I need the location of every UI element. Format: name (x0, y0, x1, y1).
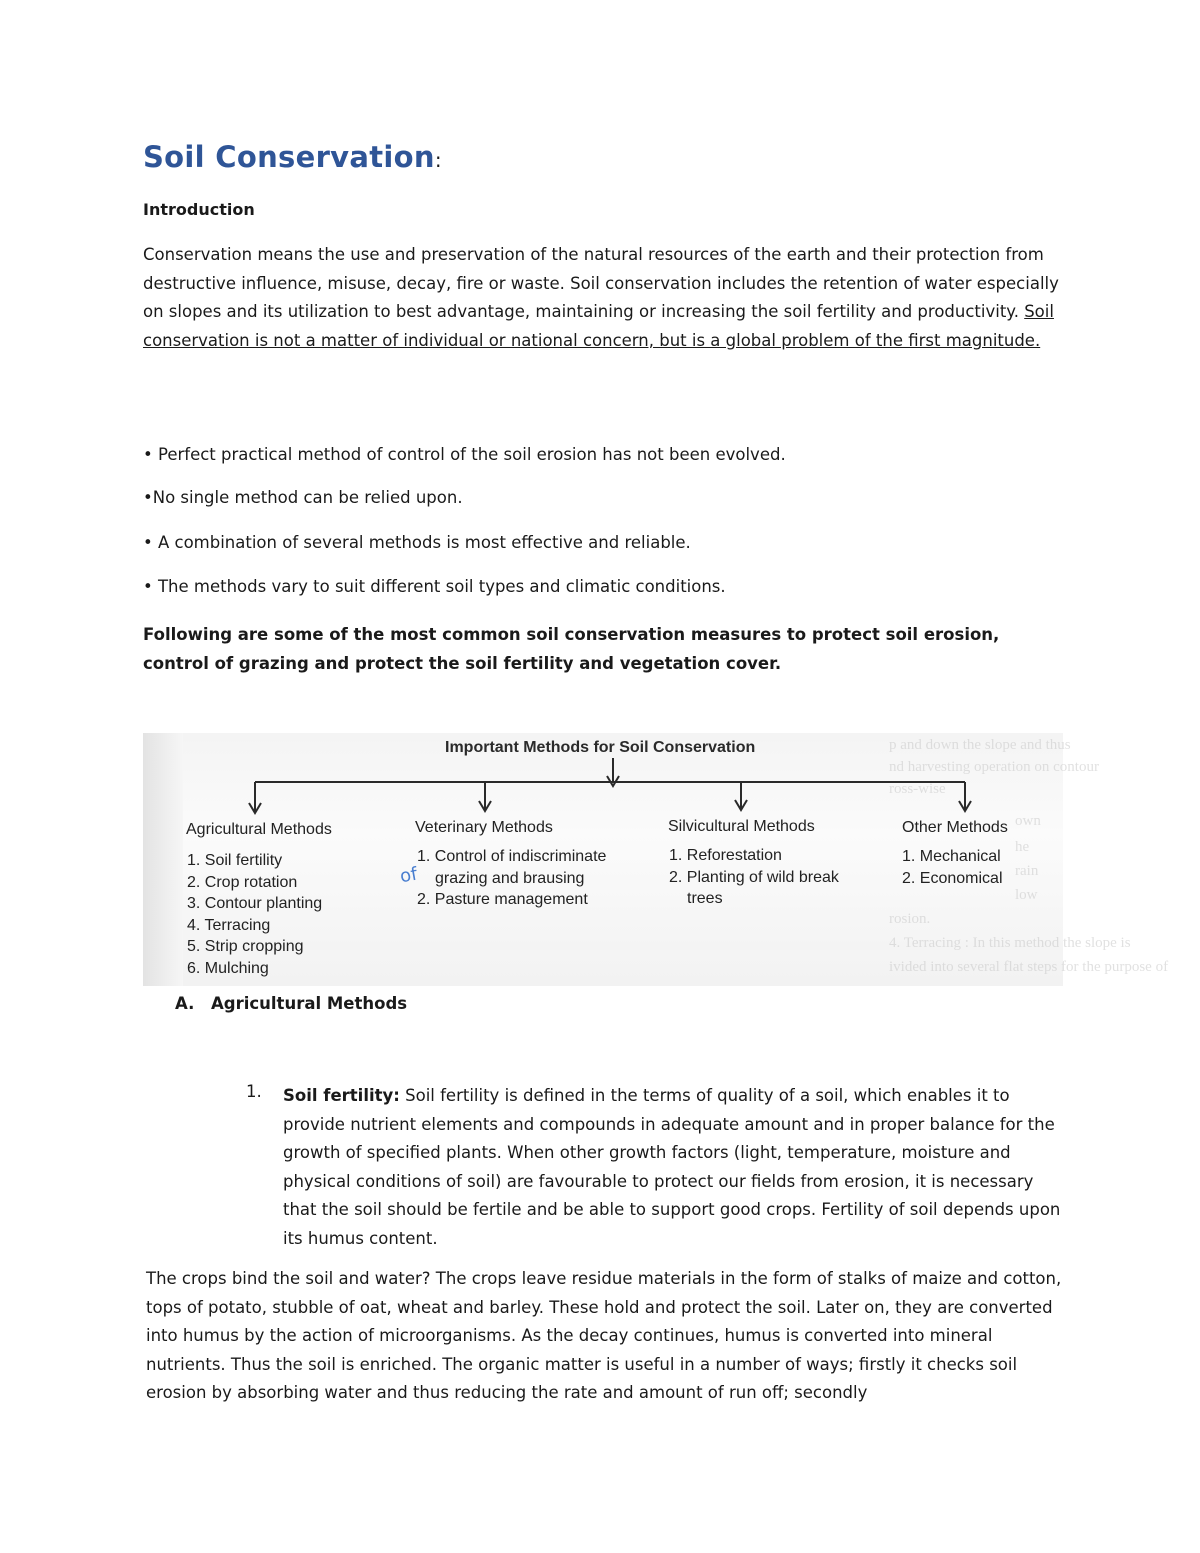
list-item: 4. Terracing (187, 916, 271, 934)
bleed-line-7: low (1015, 887, 1038, 903)
bleed-line-2: nd harvesting operation on contour (889, 759, 1099, 775)
bullet-item-2: •No single method can be relied upon. (143, 488, 463, 507)
list-item: 2. Crop rotation (187, 873, 298, 891)
diagram-title: Important Methods for Soil Conservation (445, 739, 756, 756)
bullet-item-1: • Perfect practical method of control of the soil erosion has not been evolved. (143, 445, 786, 464)
list-item: grazing and brausing (435, 869, 585, 887)
column-list-agricultural (187, 850, 322, 979)
bleed-line-1: p and down the slope and thus (889, 737, 1071, 753)
list-item: 2. Economical (902, 869, 1003, 887)
item-body (283, 1082, 1063, 1254)
column-heading-other: Other Methods (902, 819, 1008, 836)
column-list-silvicultural (669, 845, 839, 910)
list-item: 2. Pasture management (417, 891, 588, 908)
section-a-letter: A. (175, 994, 195, 1013)
bleed-line-10: ivided into several flat steps for the purpose of (889, 959, 1169, 975)
annotation-mark-of: of (398, 863, 420, 888)
item-number: 1. (246, 1082, 262, 1101)
bleed-line-4: own (1015, 813, 1041, 829)
list-item: 1. Control of indiscriminate (417, 848, 607, 865)
list-item: trees (687, 890, 723, 907)
list-item: 6. Mulching (187, 959, 269, 977)
item-text: Soil fertility is defined in the terms of quality of a soil, which enables it to provide nutrient elements and compounds in adequate amount and in proper balance for the growth of specified plants. When other growth factors (light, temperature, moisture and physical conditions of soil) are favourable to protect our fields from erosion, it is necessary that the soil should be fertile and be able to support good crops. Fertility of soil depends upon its humus content. (283, 1086, 1061, 1248)
column-heading-veterinary: Veterinary Methods (415, 819, 553, 836)
list-item: 1. Reforestation (669, 847, 782, 864)
title-text: Soil Conservation (143, 140, 435, 174)
item-term: Soil fertility: (283, 1086, 400, 1105)
list-item: 1. Soil fertility (187, 852, 283, 869)
bleed-line-6: rain (1015, 863, 1039, 879)
intro-underlined-text: Soil conservation is not a matter of individual or national concern, but is a global problem of the first magnitude. (143, 302, 1054, 350)
bleed-line-8: rosion. (889, 911, 931, 927)
bleed-line-5: he (1015, 839, 1030, 855)
page-title (143, 140, 442, 174)
list-item: 5. Strip cropping (187, 938, 304, 955)
intro-heading: Introduction (143, 200, 255, 219)
list-item: 1. Mechanical (902, 848, 1001, 865)
column-heading-silvicultural: Silvicultural Methods (668, 818, 815, 835)
measures-paragraph: Following are some of the most common soil conservation measures to protect soil erosion, control of grazing and protect the soil fertility and vegetation cover. (143, 625, 1000, 673)
intro-text: Conservation means the use and preservation of the natural resources of the earth and their protection from destructive influence, misuse, decay, fire or waste. Soil conservation includes the retention of water especially on slopes and its utilization to best advantage, maintaining or increasing the soil fertility and productivity. (143, 245, 1059, 322)
bullet-item-3: • A combination of several methods is most effective and reliable. (143, 533, 691, 552)
list-item: 3. Contour planting (187, 895, 323, 912)
bullet-item-4: • The methods vary to suit different soil types and climatic conditions. (143, 577, 726, 596)
closing-paragraph: The crops bind the soil and water? The crops leave residue materials in the form of stalks of maize and cotton, tops of potato, stubble of oat, wheat and barley. These hold and protect the soil. Later on, they are converted into humus by the action of microorganisms. As the decay continues, humus is converted into mineral nutrients. Thus the soil is enriched. The organic matter is useful in a number of ways; firstly it checks soil erosion by absorbing water and thus reducing the rate and amount of run off; secondly (146, 1269, 1062, 1403)
section-a-title: Agricultural Methods (211, 994, 408, 1013)
bleed-line-3: ross-wise (889, 781, 946, 797)
section-a-heading (175, 994, 407, 1013)
bleed-line-9: 4. Terracing : In this method the slope is (889, 935, 1131, 951)
intro-paragraph (143, 241, 1063, 355)
column-heading-agricultural: Agricultural Methods (186, 821, 332, 838)
list-item: 2. Planting of wild break (669, 868, 839, 886)
methods-diagram (143, 733, 1169, 986)
title-colon: : (434, 148, 442, 172)
column-list-other (902, 846, 1003, 889)
column-list-veterinary (417, 846, 606, 911)
